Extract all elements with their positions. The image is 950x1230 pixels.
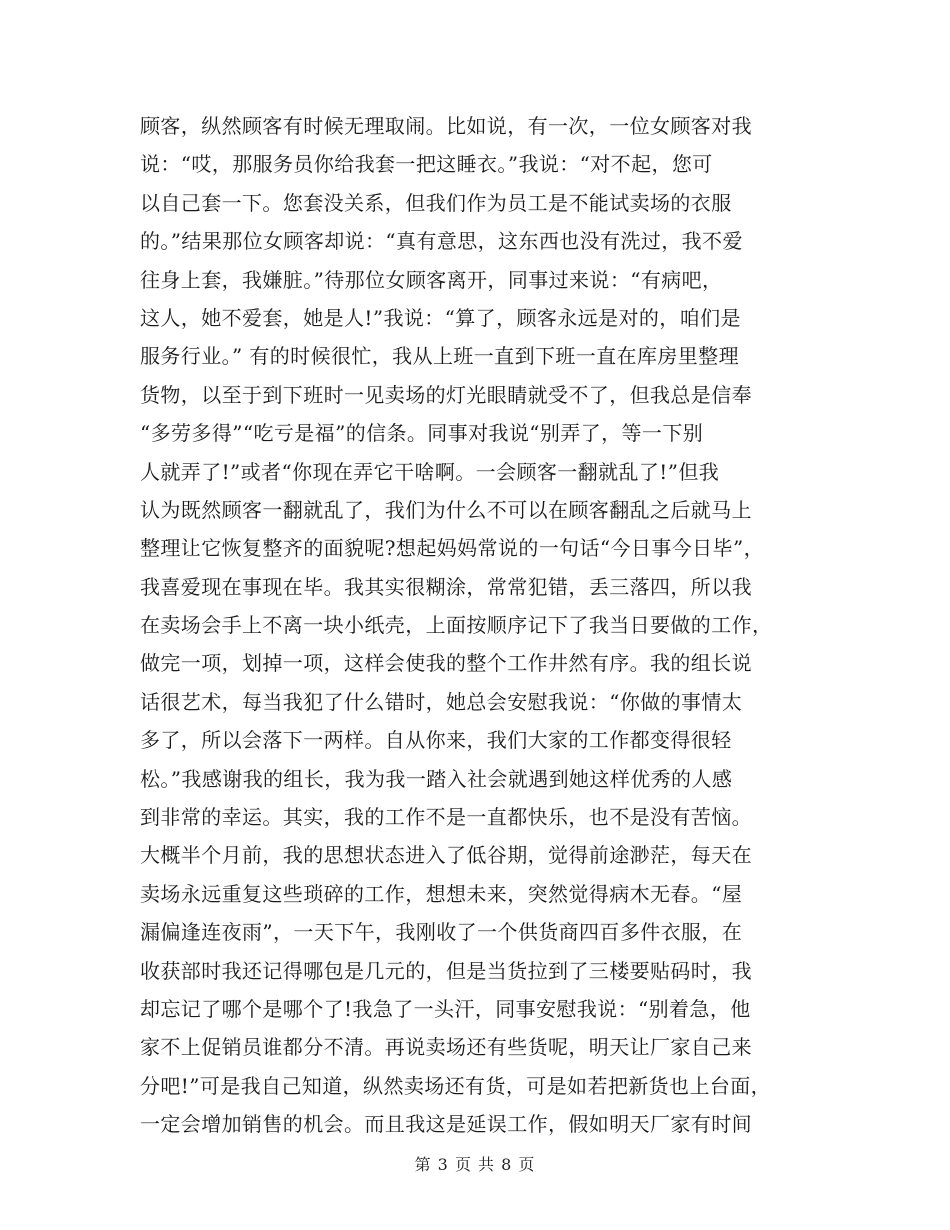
text-line: 分吧!”可是我自己知道，纵然卖场还有货，可是如若把新货也上台面， (140, 1073, 772, 1098)
text-line: 卖场永远重复这些琐碎的工作，想想未来，突然觉得病木无春。“屋 (140, 881, 743, 906)
text-line: 服务行业。” 有的时候很忙，我从上班一直到下班一直在库房里整理 (140, 344, 739, 369)
text-line: 以自己套一下。您套没关系，但我们作为员工是不能试卖场的衣服 (140, 190, 732, 215)
page-number-footer: 第 3 页 共 8 页 (414, 1155, 536, 1174)
text-line: 家不上促销员谁都分不清。再说卖场还有些货呢，明天让厂家自己来 (140, 1035, 752, 1060)
body-text (140, 107, 820, 1144)
text-line: 整理让它恢复整齐的面貌呢?想起妈妈常说的一句话“今日事今日毕”， (140, 536, 764, 561)
text-line: 多了，所以会落下一两样。自从你来，我们大家的工作都变得很轻 (140, 728, 732, 753)
text-line: 货物，以至于到下班时一见卖场的灯光眼睛就受不了，但我总是信奉 (140, 382, 752, 407)
text-line: 我喜爱现在事现在毕。我其实很糊涂，常常犯错，丢三落四，所以我 (140, 574, 752, 599)
text-line: 这人，她不爱套，她是人!”我说：“算了，顾客永远是对的，咱们是 (140, 305, 741, 330)
text-line: 顾客，纵然顾客有时候无理取闹。比如说，有一次，一位女顾客对我 (140, 114, 752, 138)
text-line: 在卖场会手上不离一块小纸壳，上面按顺序记下了我当日要做的工作， (140, 613, 773, 638)
text-line: 人就弄了!”或者“你现在弄它干啥啊。一会顾客一翻就乱了!”但我 (140, 459, 720, 484)
text-line: 大概半个月前，我的思想状态进入了低谷期，觉得前途渺茫，每天在 (140, 843, 752, 868)
text-line: 往身上套，我嫌脏。”待那位女顾客离开，同事过来说：“有病吧， (140, 267, 723, 292)
text-line: 松。”我感谢我的组长，我为我一踏入社会就遇到她这样优秀的人感 (140, 766, 733, 791)
text-line: 说：“哎，那服务员你给我套一把这睡衣。”我说：“对不起，您可 (140, 152, 713, 177)
text-line: “多劳多得”“吃亏是福”的信条。同事对我说“别弄了，等一下别 (140, 421, 704, 446)
text-line: 漏偏逢连夜雨”，一天下午，我刚收了一个供货商四百多件衣服，在 (140, 920, 743, 945)
text-line: 的。”结果那位女顾客却说：“真有意思，这东西也没有洗过，我不爱 (140, 229, 743, 254)
text-line: 到非常的幸运。其实，我的工作不是一直都快乐，也不是没有苦恼。 (140, 805, 752, 830)
text-line: 话很艺术，每当我犯了什么错时，她总会安慰我说：“你做的事情太 (140, 689, 743, 714)
text-line: 收获部时我还记得哪包是几元的，但是当货拉到了三楼要贴码时，我 (140, 958, 752, 983)
text-line: 认为既然顾客一翻就乱了，我们为什么不可以在顾客翻乱之后就马上 (140, 497, 752, 522)
text-line: 一定会增加销售的机会。而且我这是延误工作，假如明天厂家有时间 (140, 1112, 752, 1137)
text-line: 却忘记了哪个是哪个了!我急了一头汗，同事安慰我说：“别着急，他 (140, 996, 751, 1021)
text-line: 做完一项，划掉一项，这样会使我的整个工作井然有序。我的组长说 (140, 651, 752, 676)
